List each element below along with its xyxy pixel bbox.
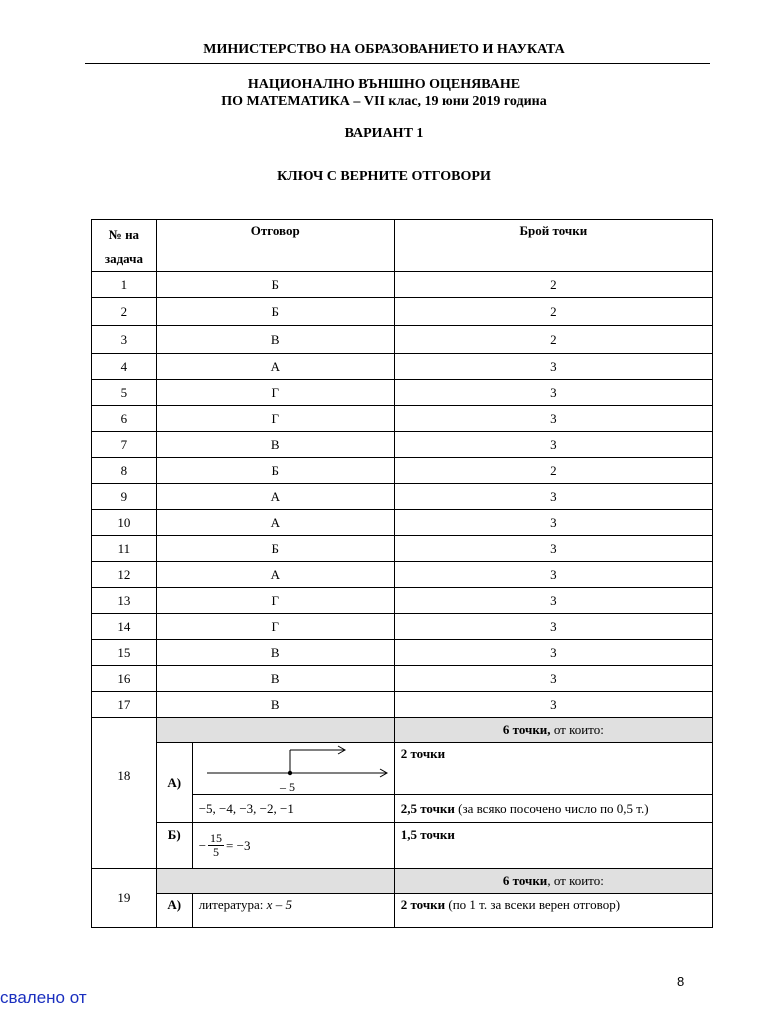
task-number: 2 [92, 298, 157, 326]
table-row [92, 354, 713, 380]
header-task-number [92, 220, 157, 272]
task-number: 7 [92, 432, 157, 458]
task19-summary-bold: 6 точки [502, 873, 548, 888]
task-number: 6 [92, 406, 157, 432]
number-line-figure [193, 744, 394, 794]
task18-b-label: Б) [156, 823, 192, 869]
task-number: 15 [92, 640, 157, 666]
header-task-number-line1: № на [108, 227, 140, 242]
task-answer: Г [156, 380, 394, 406]
task19-number: 19 [92, 869, 157, 928]
task18-summary-blank [156, 718, 394, 743]
task-answer: Б [156, 458, 394, 484]
table-row [92, 272, 713, 298]
task19-a-points [394, 894, 712, 928]
ministry-title: МИНИСТЕРСТВО НА ОБРАЗОВАНИЕТО И НАУКАТА [203, 42, 565, 57]
header-task-number-line2: задача [104, 251, 143, 266]
task19-a-answer-expr: x – 5 [266, 897, 292, 912]
task-answer: А [156, 354, 394, 380]
task19-summary-rest: , от които: [547, 873, 604, 888]
task-points: 3 [394, 640, 712, 666]
answer-key-table [91, 219, 713, 928]
task-answer: Б [156, 536, 394, 562]
table-row [92, 380, 713, 406]
task-points: 3 [394, 380, 712, 406]
task-answer: В [156, 692, 394, 718]
number-line-label: – 5 [279, 779, 295, 794]
table-row [92, 640, 713, 666]
task18-a-points2-rest: (за всяко посочено число по 0,5 т.) [454, 800, 649, 816]
fraction-minus: − [198, 837, 207, 853]
task-number: 9 [92, 484, 157, 510]
task18-summary-row [92, 718, 713, 743]
task-number: 8 [92, 458, 157, 484]
task19-a-points-rest: (по 1 т. за всеки верен отговор) [445, 897, 621, 912]
exam-title [0, 76, 768, 110]
header-rule [85, 63, 710, 64]
task19-a-answer [192, 894, 394, 928]
task19-summary [394, 869, 712, 894]
table-row [92, 484, 713, 510]
task-points: 3 [394, 588, 712, 614]
task-answer: В [156, 666, 394, 692]
task18-a-list: −5, −4, −3, −2, −1 [192, 795, 394, 823]
header-answer: Отговор [156, 220, 394, 272]
task-answer: А [156, 510, 394, 536]
task18-a-label: А) [156, 743, 192, 823]
task-points: 2 [394, 272, 712, 298]
table-row [92, 666, 713, 692]
point-marker [287, 770, 291, 774]
task18-a-numberline-cell [192, 743, 394, 795]
task18-summary-rest: от които: [550, 722, 604, 737]
task-points: 3 [394, 510, 712, 536]
task-number: 11 [92, 536, 157, 562]
task-number: 10 [92, 510, 157, 536]
task-points: 3 [394, 536, 712, 562]
exam-title-line2: ПО МАТЕМАТИКА – VII клас, 19 юни 2019 година [221, 94, 547, 109]
number-line-svg [193, 744, 394, 796]
task19-summary-row [92, 869, 713, 894]
task-answer: В [156, 432, 394, 458]
task18-b-points: 1,5 точки [394, 823, 712, 869]
task-number: 1 [92, 272, 157, 298]
fraction [208, 832, 224, 859]
task18-number: 18 [92, 718, 157, 869]
task18-summary-bold: 6 точки, [502, 722, 551, 737]
task-points: 3 [394, 484, 712, 510]
task-answer: В [156, 640, 394, 666]
table-row [92, 692, 713, 718]
task-number: 17 [92, 692, 157, 718]
table-row [92, 298, 713, 326]
table-row [92, 432, 713, 458]
task18-a-points2-bold: 2,5 точки [400, 800, 455, 816]
task-answer: А [156, 484, 394, 510]
task19-a-points-bold: 2 точки [400, 897, 446, 912]
task-points: 3 [394, 692, 712, 718]
header-points: Брой точки [394, 220, 712, 272]
fraction-result: = −3 [226, 837, 251, 853]
task19-a-answer-text: литература: [198, 897, 267, 912]
task18-a-points2 [394, 795, 712, 823]
task-points: 3 [394, 432, 712, 458]
task19-summary-blank [156, 869, 394, 894]
task-answer: Г [156, 406, 394, 432]
table-row [92, 614, 713, 640]
task-points: 2 [394, 298, 712, 326]
task-points: 3 [394, 354, 712, 380]
task-number: 14 [92, 614, 157, 640]
fraction-denominator: 5 [213, 845, 220, 859]
task18-b-answer [192, 823, 394, 869]
task-answer: Г [156, 588, 394, 614]
task18-summary [394, 718, 712, 743]
task-number: 5 [92, 380, 157, 406]
task19-a-row [92, 894, 713, 928]
table-row [92, 458, 713, 484]
task-number: 4 [92, 354, 157, 380]
answer-key-title: КЛЮЧ С ВЕРНИТЕ ОТГОВОРИ [277, 169, 491, 184]
table-row [92, 326, 713, 354]
task-points: 3 [394, 562, 712, 588]
page-number: 8 [677, 974, 685, 989]
table-row [92, 562, 713, 588]
task-answer: Б [156, 298, 394, 326]
task-number: 13 [92, 588, 157, 614]
task18-a-row1 [92, 743, 713, 795]
table-row [92, 510, 713, 536]
table-header-row [92, 220, 713, 272]
table-row [92, 406, 713, 432]
task-points: 3 [394, 666, 712, 692]
task-answer: А [156, 562, 394, 588]
task-points: 2 [394, 458, 712, 484]
table-row [92, 588, 713, 614]
task-points: 2 [394, 326, 712, 354]
variant-title: ВАРИАНТ 1 [344, 126, 424, 141]
task18-b-row [92, 823, 713, 869]
task19-a-label: А) [156, 894, 192, 928]
task-answer: Б [156, 272, 394, 298]
task-answer: В [156, 326, 394, 354]
exam-title-line1: НАЦИОНАЛНО ВЪНШНО ОЦЕНЯВАНЕ [247, 77, 521, 92]
task-number: 16 [92, 666, 157, 692]
task-number: 12 [92, 562, 157, 588]
footer-text: свалено от [0, 988, 87, 1007]
task18-a-points1: 2 точки [394, 743, 712, 795]
table-row [92, 536, 713, 562]
task-points: 3 [394, 614, 712, 640]
task-answer: Г [156, 614, 394, 640]
task-points: 3 [394, 406, 712, 432]
task-number: 3 [92, 326, 157, 354]
fraction-numerator: 15 [210, 831, 223, 845]
